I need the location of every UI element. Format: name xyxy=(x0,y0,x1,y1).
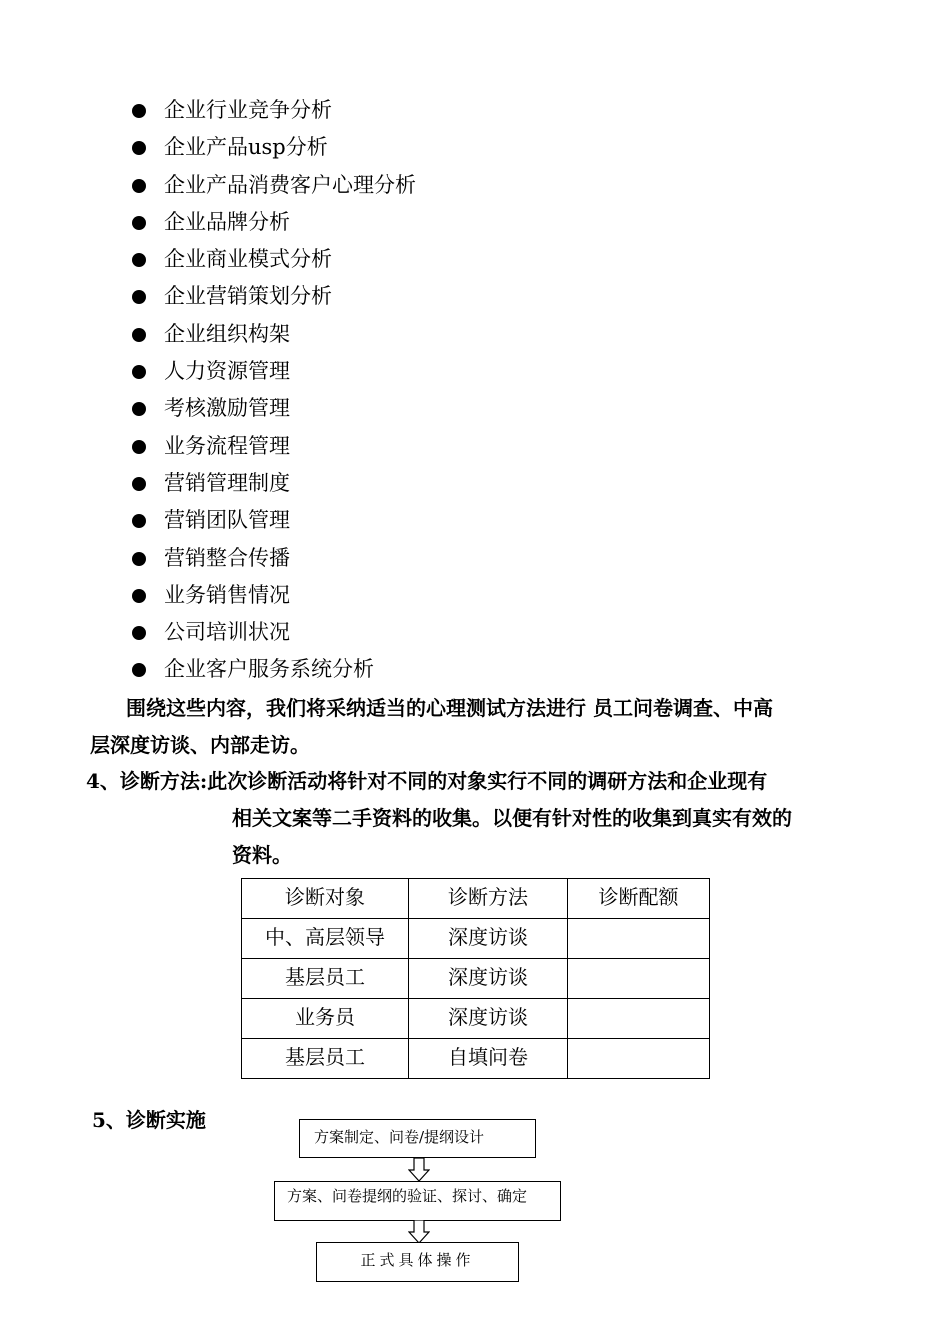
bullet-dot-icon xyxy=(132,328,146,342)
bullet-dot-icon xyxy=(132,626,146,640)
bullet-dot-icon xyxy=(132,365,146,379)
table-cell: 中、高层领导 xyxy=(242,919,409,959)
list-item: 业务销售情况 xyxy=(130,577,416,614)
diagnosis-table xyxy=(241,878,710,1079)
table-cell: 基层员工 xyxy=(242,959,409,999)
list-item: 考核激励管理 xyxy=(130,390,416,427)
section4-line-3: 资料。 xyxy=(232,843,292,867)
bullet-dot-icon xyxy=(132,552,146,566)
list-item: 企业行业竞争分析 xyxy=(130,92,416,129)
bullet-dot-icon xyxy=(132,589,146,603)
list-item: 企业营销策划分析 xyxy=(130,278,416,315)
bullet-dot-icon xyxy=(132,216,146,230)
bullet-dot-icon xyxy=(132,514,146,528)
table-cell xyxy=(568,1039,710,1079)
table-cell xyxy=(568,919,710,959)
bullet-dot-icon xyxy=(132,290,146,304)
list-item: 企业商业模式分析 xyxy=(130,241,416,278)
table-cell: 深度访谈 xyxy=(409,919,568,959)
list-item: 企业产品usp分析 xyxy=(130,129,416,166)
bullet-list xyxy=(130,92,416,689)
down-arrow-icon xyxy=(408,1158,430,1182)
bullet-dot-icon xyxy=(132,440,146,454)
list-item: 公司培训状况 xyxy=(130,614,416,651)
flow-step-verify: 方案、问卷提纲的验证、探讨、确定 xyxy=(274,1181,561,1221)
list-item: 企业产品消费客户心理分析 xyxy=(130,167,416,204)
table-row xyxy=(242,1039,710,1079)
down-arrow-icon xyxy=(408,1220,430,1244)
section5-heading: 5、诊断实施 xyxy=(92,1108,206,1132)
intro-paragraph-line-1: 围绕这些内容，我们将采纳适当的心理测试方法进行 员工问卷调查、中高 xyxy=(126,696,773,720)
bullet-dot-icon xyxy=(132,477,146,491)
list-item: 业务流程管理 xyxy=(130,428,416,465)
table-row xyxy=(242,919,710,959)
table-cell: 深度访谈 xyxy=(409,999,568,1039)
list-item: 企业组织构架 xyxy=(130,316,416,353)
bullet-dot-icon xyxy=(132,663,146,677)
table-row xyxy=(242,999,710,1039)
intro-paragraph-line-2: 层深度访谈、内部走访。 xyxy=(90,733,310,757)
bullet-dot-icon xyxy=(132,253,146,267)
table-header-cell: 诊断配额 xyxy=(568,879,710,919)
table-cell xyxy=(568,959,710,999)
section4-line-1: 4、诊断方法:此次诊断活动将针对不同的对象实行不同的调研方法和企业现有 xyxy=(86,769,768,793)
section4-line-2: 相关文案等二手资料的收集。以便有针对性的收集到真实有效的 xyxy=(232,806,792,830)
list-item: 人力资源管理 xyxy=(130,353,416,390)
table-row xyxy=(242,959,710,999)
table-header-cell: 诊断方法 xyxy=(409,879,568,919)
table-cell: 基层员工 xyxy=(242,1039,409,1079)
table-cell: 业务员 xyxy=(242,999,409,1039)
flow-step-design: 方案制定、问卷/提纲设计 xyxy=(299,1119,536,1158)
list-item: 营销团队管理 xyxy=(130,502,416,539)
bullet-dot-icon xyxy=(132,104,146,118)
table-cell: 自填问卷 xyxy=(409,1039,568,1079)
list-item: 企业品牌分析 xyxy=(130,204,416,241)
flow-step-execute: 正式具体操作 xyxy=(316,1242,519,1282)
list-item: 营销管理制度 xyxy=(130,465,416,502)
bullet-dot-icon xyxy=(132,179,146,193)
table-header-row xyxy=(242,879,710,919)
table-cell: 深度访谈 xyxy=(409,959,568,999)
list-item: 营销整合传播 xyxy=(130,540,416,577)
table-cell xyxy=(568,999,710,1039)
table-header-cell: 诊断对象 xyxy=(242,879,409,919)
bullet-dot-icon xyxy=(132,402,146,416)
bullet-dot-icon xyxy=(132,141,146,155)
list-item: 企业客户服务系统分析 xyxy=(130,651,416,688)
